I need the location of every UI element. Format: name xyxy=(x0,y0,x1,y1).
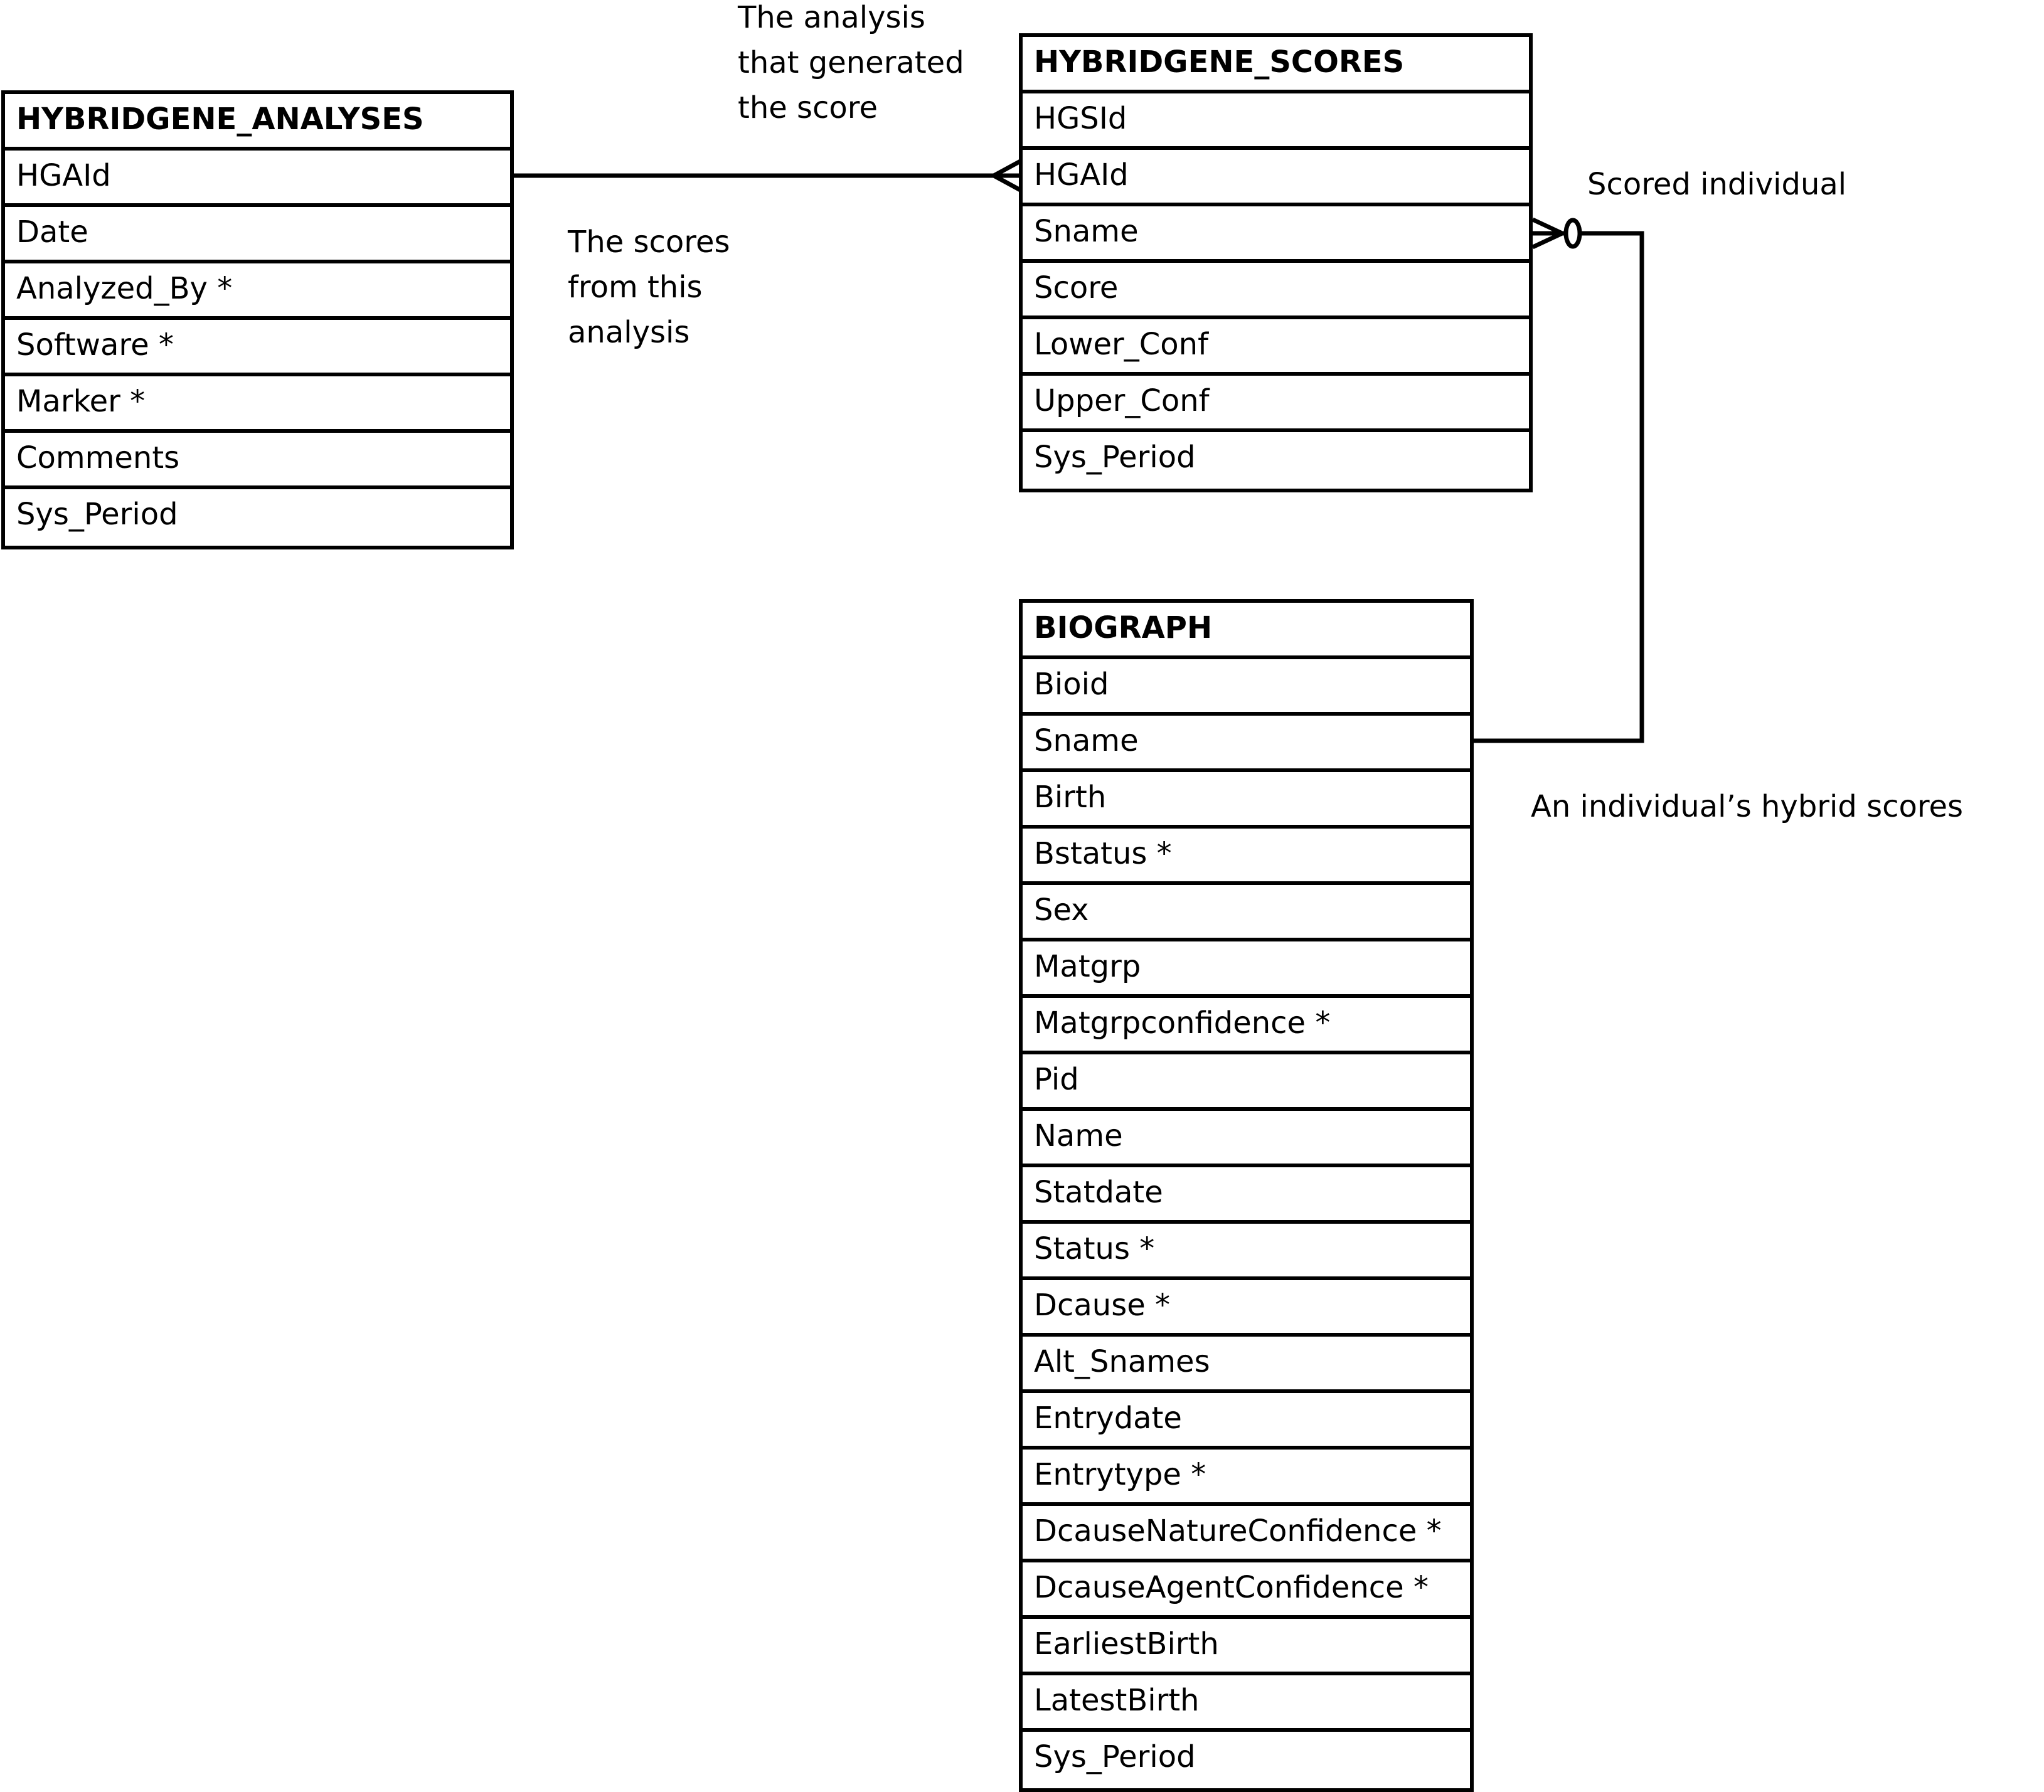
entity-field: HGAId xyxy=(1023,150,1529,206)
entity-field: DcauseAgentConfidence * xyxy=(1023,1562,1470,1619)
entity-field: Matgrp xyxy=(1023,941,1470,998)
entity-field: Lower_Conf xyxy=(1023,319,1529,376)
entity-title: HYBRIDGENE_ANALYSES xyxy=(5,94,510,151)
note-scored-individual: Scored individual xyxy=(1587,167,1847,202)
entity-biograph xyxy=(1019,599,1474,1792)
entity-hybridgene-scores xyxy=(1019,33,1533,492)
entity-field: HGAId xyxy=(5,151,510,207)
entity-field: Statdate xyxy=(1023,1167,1470,1224)
entity-field: Sname xyxy=(1023,206,1529,263)
entity-field: Status * xyxy=(1023,1224,1470,1280)
entity-field: Entrydate xyxy=(1023,1393,1470,1450)
note-line: The analysis xyxy=(738,0,925,35)
entity-field: DcauseNatureConfidence * xyxy=(1023,1506,1470,1562)
entity-field: LatestBirth xyxy=(1023,1675,1470,1732)
note-individual-hybrid-scores: An individual’s hybrid scores xyxy=(1531,789,1964,824)
entity-field: HGSId xyxy=(1023,93,1529,150)
entity-field: Sys_Period xyxy=(16,497,178,532)
note-scores-from-analysis xyxy=(568,220,730,355)
entity-field: EarliestBirth xyxy=(1023,1619,1470,1675)
entity-field: Software * xyxy=(5,320,510,376)
entity-field: Sex xyxy=(1023,885,1470,941)
entity-field: Dcause * xyxy=(1023,1280,1470,1337)
entity-field: Upper_Conf xyxy=(1023,376,1529,432)
entity-field: Birth xyxy=(1023,772,1470,829)
entity-field: Pid xyxy=(1023,1054,1470,1111)
note-line: the score xyxy=(738,90,878,125)
entity-field: Sname xyxy=(1023,716,1470,772)
entity-field: Marker * xyxy=(5,376,510,433)
entity-field: Analyzed_By * xyxy=(5,263,510,320)
entity-title: BIOGRAPH xyxy=(1023,603,1470,659)
entity-field: Date xyxy=(5,207,510,263)
entity-field: Sys_Period xyxy=(1034,1739,1196,1774)
entity-hybridgene-analyses xyxy=(1,90,514,549)
entity-field: Alt_Snames xyxy=(1023,1337,1470,1393)
entity-field: Score xyxy=(1023,263,1529,319)
entity-field: Comments xyxy=(5,433,510,489)
entity-title: HYBRIDGENE_SCORES xyxy=(1023,37,1529,93)
entity-field: Bstatus * xyxy=(1023,829,1470,885)
entity-field: Bioid xyxy=(1023,659,1470,716)
note-analysis-generated-score xyxy=(738,0,964,130)
note-line: that generated xyxy=(738,45,964,80)
entity-field: Sys_Period xyxy=(1034,440,1196,475)
entity-field: Entrytype * xyxy=(1023,1450,1470,1506)
entity-field: Matgrpconfidence * xyxy=(1023,998,1470,1054)
note-line: analysis xyxy=(568,315,690,350)
note-line: from this xyxy=(568,270,703,305)
note-line: The scores xyxy=(568,225,730,260)
zero-optional-icon xyxy=(1566,220,1580,247)
entity-field: Name xyxy=(1023,1111,1470,1167)
relationship-analysis-scores xyxy=(514,160,1023,191)
